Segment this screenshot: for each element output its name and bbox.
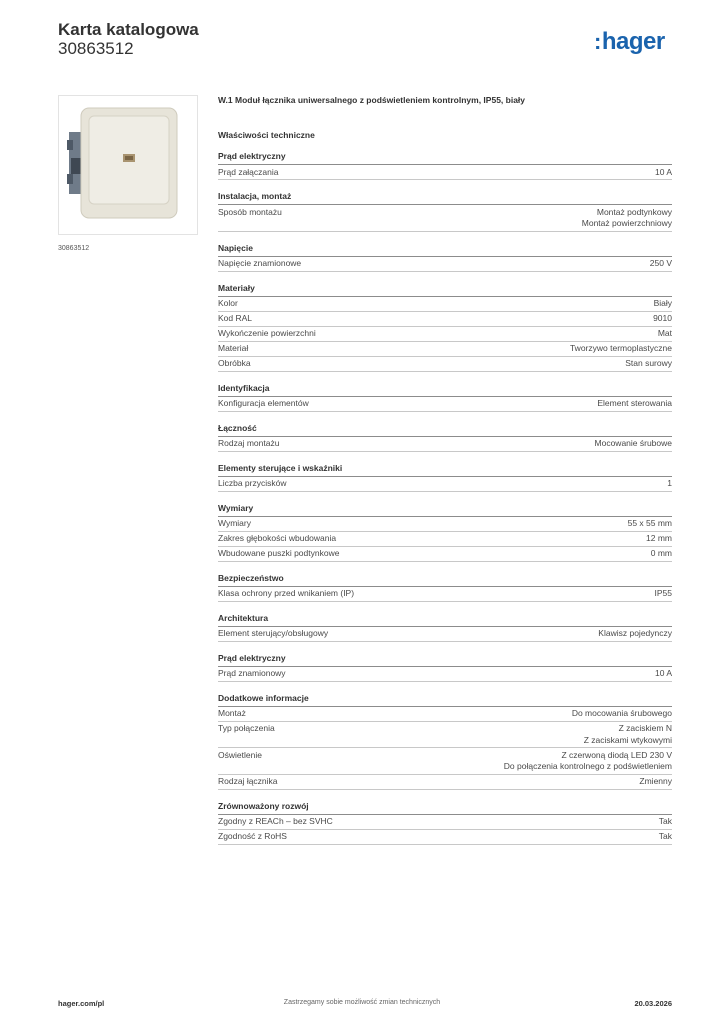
spec-label: Prąd znamionowy bbox=[218, 668, 286, 678]
spec-value-line: Z zaciskiem N bbox=[618, 723, 672, 733]
spec-group-title: Architektura bbox=[218, 612, 672, 627]
footer-website[interactable]: hager.com/pl bbox=[58, 999, 105, 1008]
spec-row bbox=[218, 297, 672, 312]
spec-group-title: Dodatkowe informacje bbox=[218, 692, 672, 707]
spec-label: Wykończenie powierzchni bbox=[218, 328, 316, 338]
spec-value bbox=[659, 816, 672, 828]
spec-group-title: Identyfikacja bbox=[218, 382, 672, 397]
spec-value bbox=[595, 438, 672, 450]
spec-group bbox=[218, 282, 672, 372]
spec-label: Typ połączenia bbox=[218, 723, 275, 733]
spec-row bbox=[218, 257, 672, 272]
spec-row bbox=[218, 165, 672, 180]
spec-value-line: Biały bbox=[653, 298, 672, 308]
spec-value-line: Tak bbox=[658, 816, 672, 826]
spec-row bbox=[218, 327, 672, 342]
spec-value-line: Zmienny bbox=[639, 776, 672, 786]
image-caption: 30863512 bbox=[58, 245, 90, 252]
document-title: Karta katalogowa bbox=[58, 20, 199, 39]
spec-group-title: Wymiary bbox=[218, 502, 672, 517]
spec-value bbox=[659, 831, 672, 843]
spec-group bbox=[218, 150, 672, 180]
spec-value bbox=[653, 313, 672, 325]
spec-value-line: Montaż podtynkowy bbox=[596, 206, 672, 217]
spec-group bbox=[218, 800, 672, 845]
spec-group bbox=[218, 502, 672, 562]
spec-value-line: Klawisz pojedynczy bbox=[598, 628, 672, 638]
spec-group bbox=[218, 692, 672, 790]
spec-value-line: Tworzywo termoplastyczne bbox=[569, 343, 672, 353]
footer-disclaimer: Zastrzegamy sobie możliwość zmian technicznych bbox=[283, 999, 441, 1006]
spec-value-line: Mat bbox=[657, 328, 672, 338]
spec-row bbox=[218, 707, 672, 722]
spec-group bbox=[218, 612, 672, 642]
spec-group bbox=[218, 462, 672, 492]
spec-label: Rodzaj łącznika bbox=[218, 776, 278, 786]
spec-group bbox=[218, 422, 672, 452]
spec-group-title: Zrównoważony rozwój bbox=[218, 800, 672, 815]
spec-value bbox=[598, 628, 672, 640]
product-title: W.1 Moduł łącznika uniwersalnego z podświetleniem kontrolnym, IP55, biały bbox=[218, 95, 526, 105]
spec-label: Liczba przycisków bbox=[218, 478, 287, 488]
spec-value bbox=[658, 328, 672, 340]
spec-label: Kod RAL bbox=[218, 313, 253, 323]
spec-value-line: 250 V bbox=[649, 258, 672, 268]
spec-value bbox=[651, 548, 672, 560]
spec-label: Zakres głębokości wbudowania bbox=[218, 533, 337, 543]
spec-value-line: Stan surowy bbox=[625, 358, 672, 368]
spec-group-title: Prąd elektryczny bbox=[218, 652, 672, 667]
spec-row bbox=[218, 437, 672, 452]
spec-label: Zgodność z RoHS bbox=[218, 831, 287, 841]
spec-value-line: 10 A bbox=[654, 166, 672, 177]
spec-value bbox=[667, 478, 672, 490]
spec-label: Obróbka bbox=[218, 358, 251, 368]
spec-row bbox=[218, 517, 672, 532]
spec-value bbox=[582, 207, 672, 230]
spec-label: Wbudowane puszki podtynkowe bbox=[218, 548, 340, 558]
spec-group-title: Napięcie bbox=[218, 242, 672, 257]
spec-value-line: Tak bbox=[658, 831, 672, 841]
spec-row bbox=[218, 312, 672, 327]
spec-group bbox=[218, 652, 672, 682]
spec-row bbox=[218, 627, 672, 642]
spec-value-line: 9010 bbox=[653, 313, 672, 323]
spec-value-line: 55 x 55 mm bbox=[627, 518, 672, 528]
spec-row bbox=[218, 477, 672, 492]
spec-label: Rodzaj montażu bbox=[218, 438, 280, 448]
spec-label: Konfiguracja elementów bbox=[218, 398, 309, 408]
spec-row bbox=[218, 667, 672, 682]
spec-row bbox=[218, 205, 672, 232]
spec-value bbox=[655, 668, 672, 680]
spec-value-line: Do mocowania śrubowego bbox=[571, 708, 672, 718]
spec-value bbox=[504, 750, 672, 773]
product-image bbox=[58, 95, 198, 235]
footer-date: 20.03.2026 bbox=[634, 999, 672, 1008]
spec-row bbox=[218, 532, 672, 547]
spec-label: Prąd załączania bbox=[218, 166, 279, 177]
spec-value-line: Mocowanie śrubowe bbox=[594, 438, 672, 448]
spec-label: Kolor bbox=[218, 298, 238, 308]
spec-group bbox=[218, 572, 672, 602]
spec-group bbox=[218, 190, 672, 232]
spec-value-line: Z zaciskami wtykowymi bbox=[583, 734, 672, 745]
spec-label: Oświetlenie bbox=[218, 749, 262, 760]
spec-value-line: IP55 bbox=[654, 588, 672, 598]
spec-value bbox=[597, 398, 672, 410]
section-title: Właściwości techniczne bbox=[218, 130, 315, 140]
spec-value-line: 0 mm bbox=[650, 548, 672, 558]
spec-value bbox=[572, 708, 672, 720]
spec-value-line: Element sterowania bbox=[597, 398, 672, 408]
hager-logo: :hager bbox=[594, 28, 665, 55]
spec-value-line: 10 A bbox=[654, 668, 672, 678]
spec-value bbox=[584, 723, 672, 746]
spec-row bbox=[218, 397, 672, 412]
spec-value bbox=[639, 776, 672, 788]
spec-value bbox=[655, 167, 672, 179]
spec-value bbox=[655, 588, 673, 600]
spec-row bbox=[218, 357, 672, 372]
spec-row bbox=[218, 815, 672, 830]
spec-value bbox=[654, 298, 672, 310]
spec-label: Klasa ochrony przed wnikaniem (IP) bbox=[218, 588, 355, 598]
spec-label: Wymiary bbox=[218, 518, 251, 528]
spec-value bbox=[570, 343, 672, 355]
catalog-number: 30863512 bbox=[58, 39, 134, 58]
spec-row bbox=[218, 722, 672, 749]
spec-row bbox=[218, 587, 672, 602]
spec-row bbox=[218, 342, 672, 357]
spec-label: Sposób montażu bbox=[218, 206, 282, 217]
spec-row bbox=[218, 547, 672, 562]
spec-table bbox=[218, 150, 672, 855]
spec-value-line: Do połączenia kontrolnego z podświetleniem bbox=[503, 761, 672, 771]
spec-group bbox=[218, 242, 672, 272]
spec-value bbox=[628, 518, 672, 530]
spec-value-line: 1 bbox=[667, 478, 672, 488]
spec-value-line: Montaż powierzchniowy bbox=[581, 218, 672, 228]
spec-row bbox=[218, 748, 672, 775]
spec-group-title: Instalacja, montaż bbox=[218, 190, 672, 205]
spec-label: Materiał bbox=[218, 343, 249, 353]
spec-group-title: Elementy sterujące i wskaźniki bbox=[218, 462, 672, 477]
spec-value-line: Z czerwoną diodą LED 230 V bbox=[561, 749, 672, 760]
spec-label: Element sterujący/obsługowy bbox=[218, 628, 329, 638]
spec-group bbox=[218, 382, 672, 412]
spec-group-title: Prąd elektryczny bbox=[218, 150, 672, 165]
spec-group-title: Materiały bbox=[218, 282, 672, 297]
spec-group-title: Bezpieczeństwo bbox=[218, 572, 672, 587]
switch-module-illustration bbox=[59, 96, 197, 234]
spec-row bbox=[218, 775, 672, 790]
spec-group-title: Łączność bbox=[218, 422, 672, 437]
spec-value bbox=[646, 533, 672, 545]
spec-row bbox=[218, 830, 672, 845]
spec-label: Zgodny z REACh – bez SVHC bbox=[218, 816, 333, 826]
spec-value-line: 12 mm bbox=[646, 533, 672, 543]
spec-value bbox=[625, 358, 672, 370]
spec-value bbox=[650, 258, 672, 270]
spec-label: Montaż bbox=[218, 708, 246, 718]
spec-label: Napięcie znamionowe bbox=[218, 258, 302, 268]
